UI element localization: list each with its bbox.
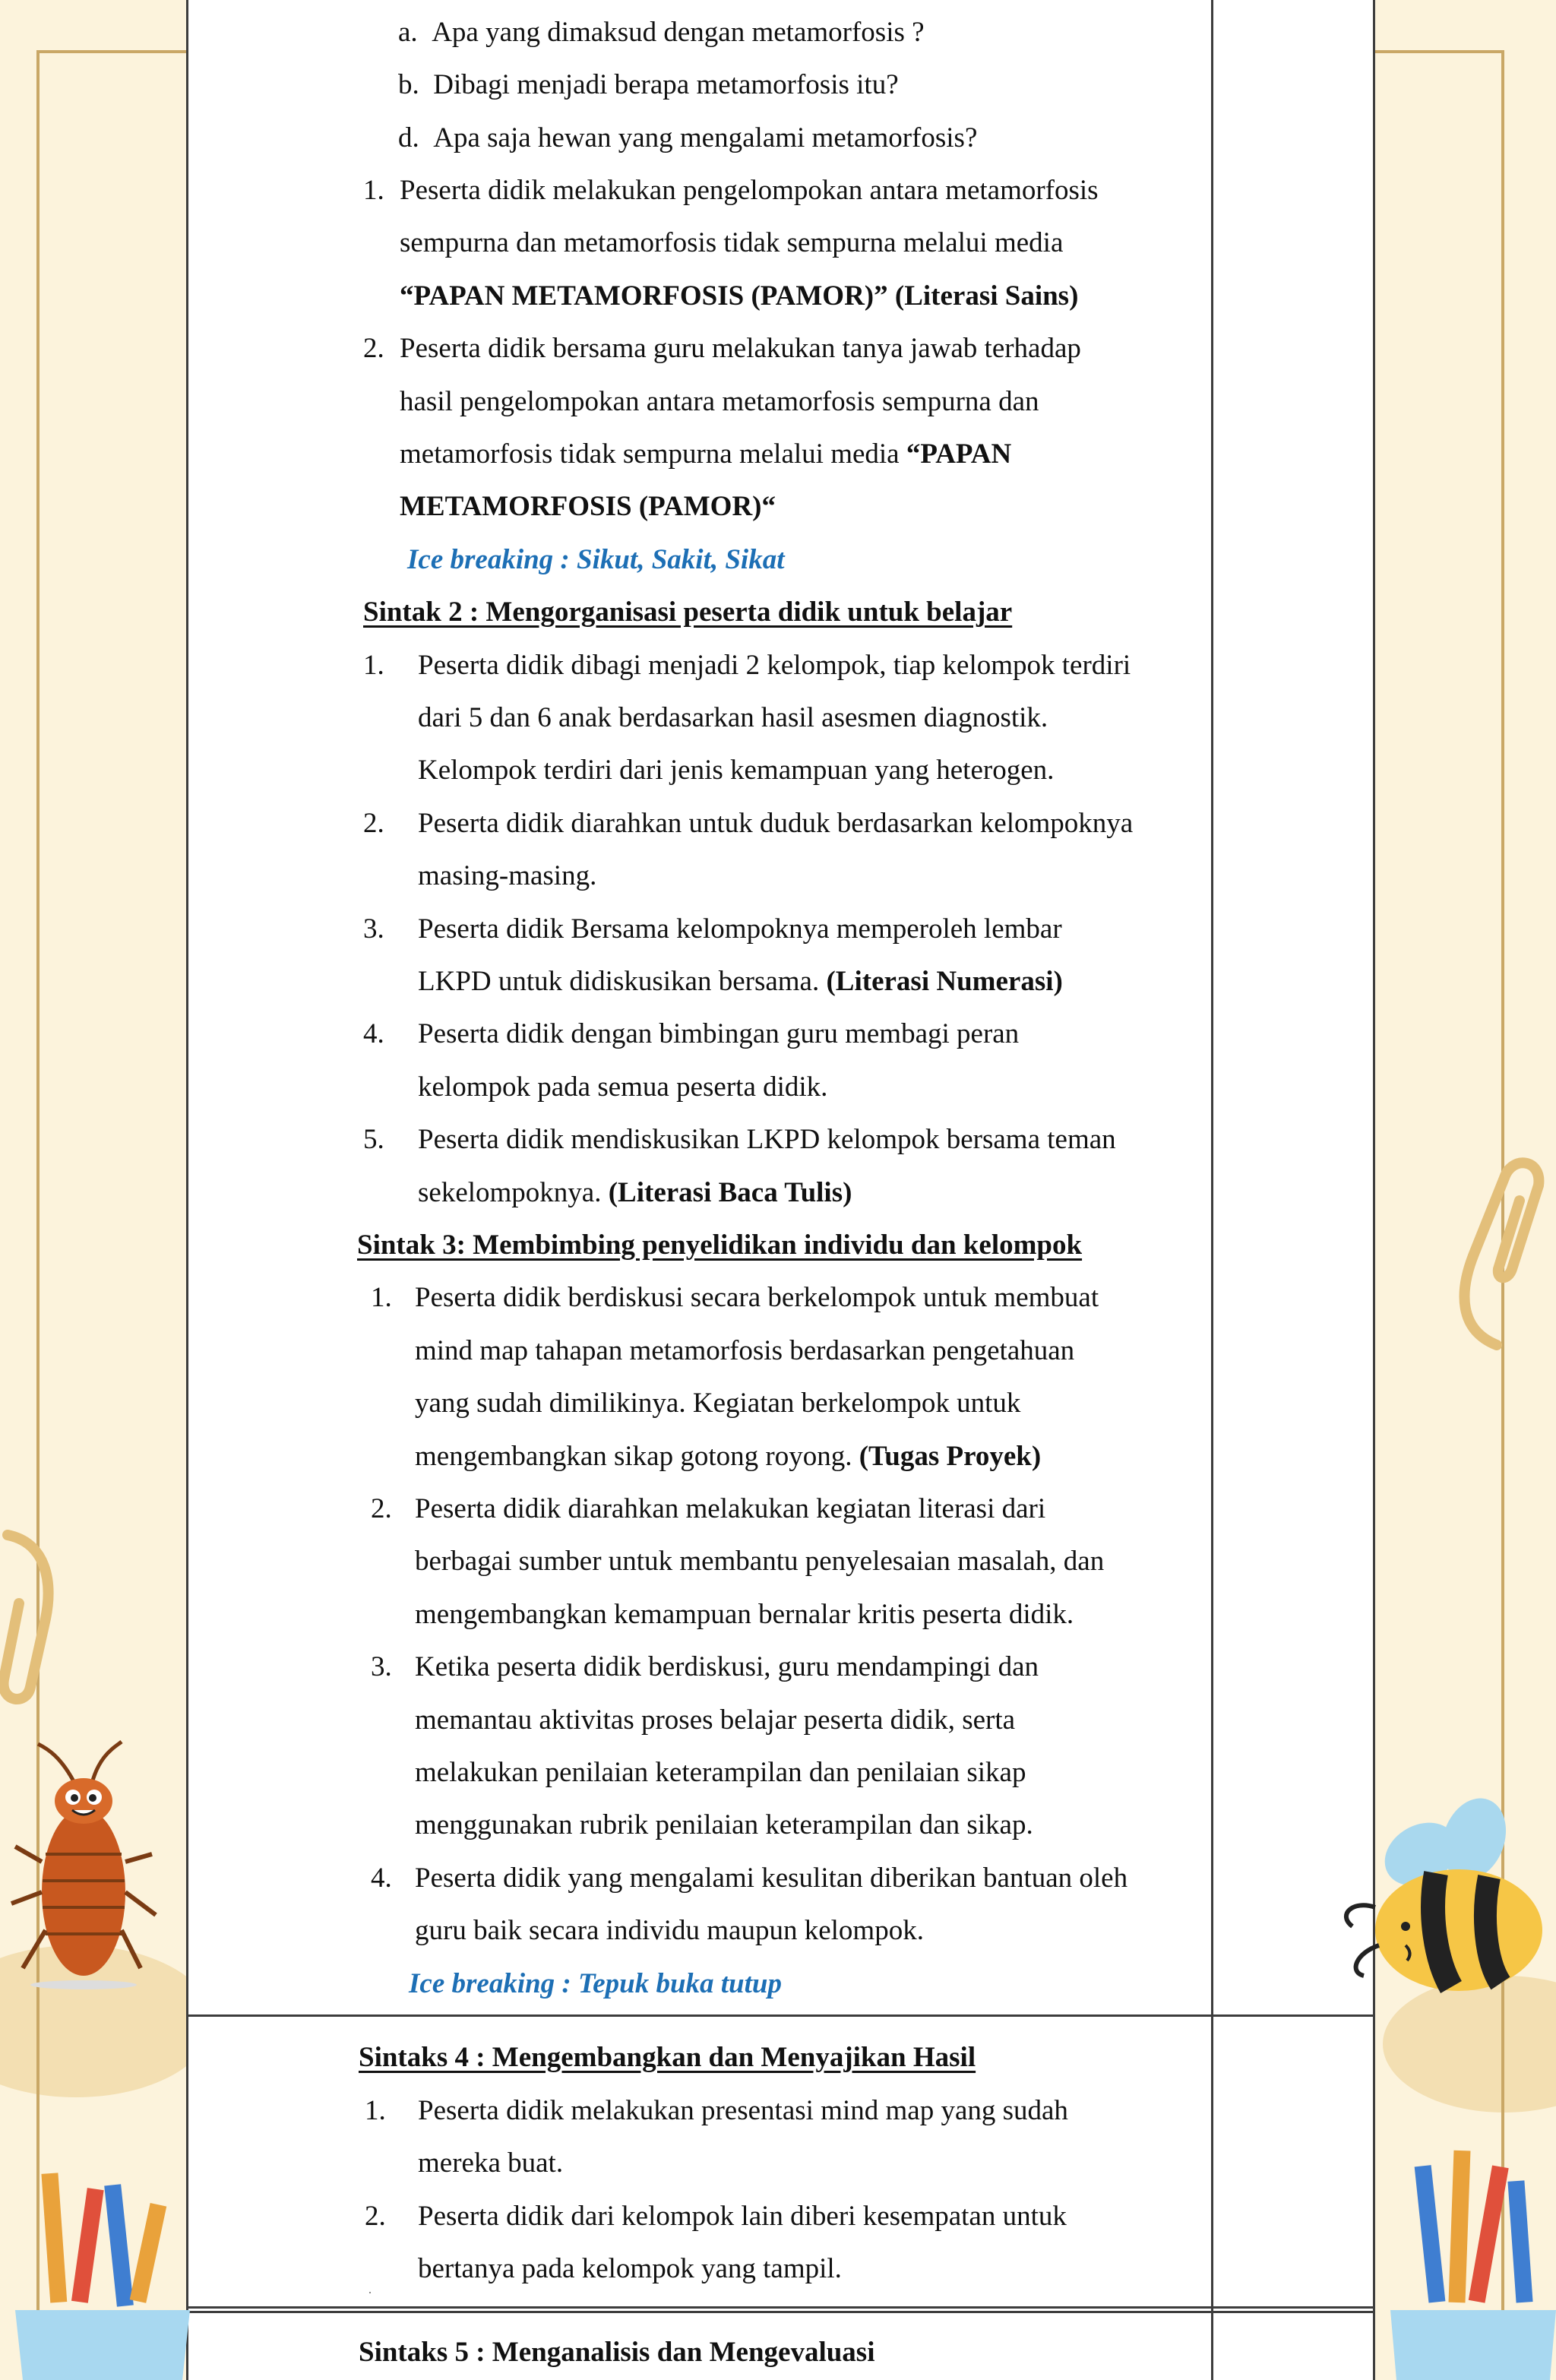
list-item-text: metamorfosis tidak sempurna melalui media “PAPAN <box>400 438 1012 470</box>
list-item-text: masing-masing. <box>418 860 597 891</box>
list-item: 1. <box>371 1282 392 1313</box>
list-item-text: memantau aktivitas proses belajar peserta didik, serta <box>415 1704 1016 1736</box>
list-item: 2. <box>363 333 384 364</box>
list-item-text: Peserta didik diarahkan melakukan kegiatan literasi dari <box>415 1493 1046 1524</box>
list-item-text: Peserta didik melakukan pengelompokan antara metamorfosis <box>400 175 1099 206</box>
list-item: 1. <box>363 175 384 206</box>
list-item-text: hasil pengelompokan antara metamorfosis sempurna dan <box>400 386 1039 417</box>
cockroach-icon <box>8 1740 160 1991</box>
list-item-text: Kelompok terdiri dari jenis kemampuan yang heterogen. <box>418 755 1055 786</box>
list-item-text: Peserta didik Bersama kelompoknya memperoleh lembar <box>418 913 1062 945</box>
list-item-text: mereka buat. <box>418 2147 564 2179</box>
list-item-text: mengembangkan sikap gotong royong. (Tugas Proyek) <box>415 1441 1042 1472</box>
list-item: 2. <box>363 808 384 839</box>
sintak-3-heading: Sintak 3: Membimbing penyelidikan individu dan kelompok <box>357 1230 1083 1261</box>
ice-breaking-2: Ice breaking : Tepuk buka tutup <box>409 1968 782 1999</box>
list-item: 3. <box>371 1651 392 1682</box>
list-item-text: “PAPAN METAMORFOSIS (PAMOR)” (Literasi Sains) <box>400 280 1079 312</box>
list-item-text: Peserta didik melakukan presentasi mind map yang sudah <box>418 2095 1068 2126</box>
list-item-text: LKPD untuk didiskusikan bersama. (Literasi Numerasi) <box>418 966 1063 997</box>
sintaks-5-heading: Sintaks 5 : Menganalisis dan Mengevaluasi <box>359 2337 875 2368</box>
list-item-text: menggunakan rubrik penilaian keterampilan dan sikap. <box>415 1809 1033 1840</box>
list-item: 4. <box>371 1863 392 1894</box>
list-item: 1. <box>363 650 384 681</box>
list-item-text: dari 5 dan 6 anak berdasarkan hasil asesmen diagnostik. <box>418 702 1048 733</box>
list-item-text: Peserta didik dibagi menjadi 2 kelompok, tiap kelompok terdiri <box>418 650 1131 681</box>
paperclip-icon <box>0 1520 76 1717</box>
sintaks-4-heading: Sintaks 4 : Mengembangkan dan Menyajikan Hasil <box>359 2042 976 2073</box>
list-item-text: sekelompoknya. (Literasi Baca Tulis) <box>418 1177 852 1208</box>
list-item-text: Peserta didik berdiskusi secara berkelompok untuk membuat <box>415 1282 1099 1313</box>
list-item-text: Ketika peserta didik berdiskusi, guru mendampingi dan <box>415 1651 1039 1682</box>
list-item-text: Peserta didik yang mengalami kesulitan diberikan bantuan oleh <box>415 1863 1128 1894</box>
list-item-text: sempurna dan metamorfosis tidak sempurna melalui media <box>400 227 1064 258</box>
list-item-text: bertanya pada kelompok yang tampil. <box>418 2253 842 2284</box>
list-item-text: Peserta didik bersama guru melakukan tanya jawab terhadap <box>400 333 1081 364</box>
list-item-text: Peserta didik mendiskusikan LKPD kelompok bersama teman <box>418 1124 1116 1155</box>
list-item-text: mind map tahapan metamorfosis berdasarkan pengetahuan <box>415 1335 1075 1366</box>
list-item: 1. <box>365 2095 386 2126</box>
list-item: 2. <box>371 1493 392 1524</box>
bee-icon <box>1322 1793 1550 2021</box>
question-b: b. Dibagi menjadi berapa metamorfosis itu? <box>398 69 899 100</box>
list-item-text: berbagai sumber untuk membantu penyelesaian masalah, dan <box>415 1546 1105 1577</box>
list-item: 5. <box>363 1124 384 1155</box>
list-item: 4. <box>363 1018 384 1049</box>
question-d: d. Apa saja hewan yang mengalami metamorfosis? <box>398 122 978 153</box>
list-item-text: guru baik secara individu maupun kelompok. <box>415 1915 924 1946</box>
list-item-text: METAMORFOSIS (PAMOR)“ <box>400 491 776 522</box>
list-item: 3. <box>363 913 384 945</box>
list-item-text: yang sudah dimilikinya. Kegiatan berkelompok untuk <box>415 1388 1021 1419</box>
list-item-text: melakukan penilaian keterampilan dan penilaian sikap <box>415 1757 1026 1788</box>
list-item-text: Peserta didik dari kelompok lain diberi kesempatan untuk <box>418 2201 1067 2232</box>
question-a: a. Apa yang dimaksud dengan metamorfosis ? <box>398 17 925 48</box>
paperclip-icon <box>1444 1140 1556 1368</box>
list-item-text: mengembangkan kemampuan bernalar kritis peserta didik. <box>415 1599 1074 1630</box>
list-item-text: Peserta didik dengan bimbingan guru membagi peran <box>418 1018 1020 1049</box>
list-item: 2. <box>365 2201 386 2232</box>
pencil-cup-icon <box>1390 2135 1556 2380</box>
stray-mark: · <box>368 2285 372 2300</box>
list-item-text: Peserta didik diarahkan untuk duduk berdasarkan kelompoknya <box>418 808 1134 839</box>
sintak-2-heading: Sintak 2 : Mengorganisasi peserta didik untuk belajar <box>363 597 1013 628</box>
pencil-cup-icon <box>15 2158 190 2380</box>
list-item-text: kelompok pada semua peserta didik. <box>418 1071 828 1103</box>
ice-breaking-1: Ice breaking : Sikut, Sakit, Sikat <box>407 544 785 575</box>
